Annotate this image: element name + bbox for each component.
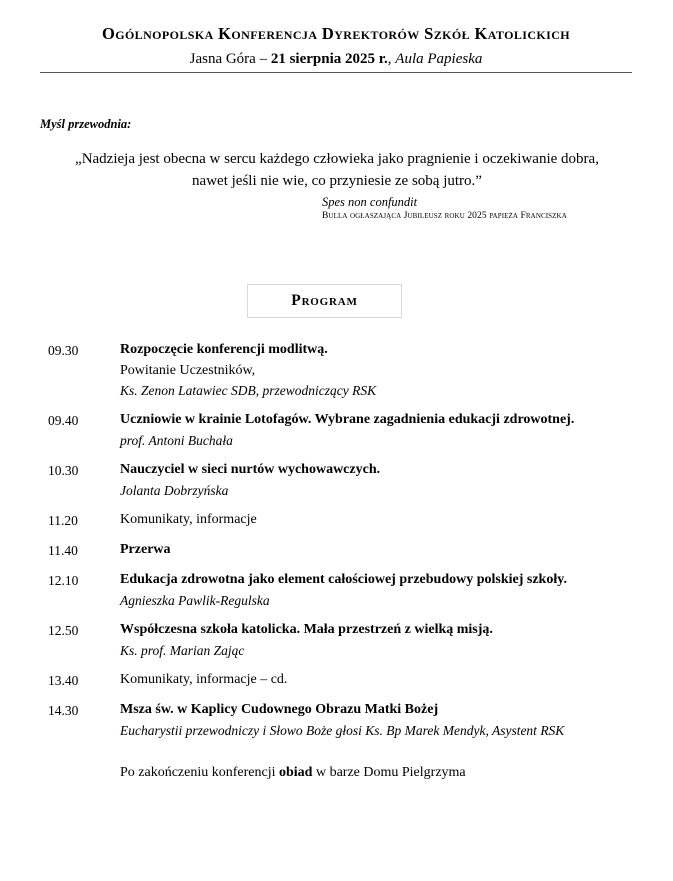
- program-entry-title: Komunikaty, informacje – cd.: [120, 671, 288, 687]
- program-entry-time: 14.30: [48, 702, 79, 718]
- program-entry: [48, 570, 632, 611]
- closing-text-post: w barze Domu Pielgrzyma: [312, 764, 466, 780]
- program-entry-time: 11.20: [48, 512, 78, 528]
- subtitle-date: 21 sierpnia 2025 r.: [270, 50, 388, 67]
- closing-text-pre: Po zakończeniu konferencji: [120, 764, 279, 780]
- motto-label: Myśl przewodnia:: [40, 117, 132, 131]
- program-entry-speaker: Agnieszka Pawlik-Regulska: [120, 593, 270, 608]
- program-closing-note: [48, 763, 632, 784]
- program-entry: [48, 510, 632, 531]
- closing-text-highlight: obiad: [279, 764, 313, 780]
- program-entry-body: [120, 670, 632, 691]
- motto-attribution: [322, 194, 632, 223]
- program-closing-text: [120, 763, 466, 784]
- conference-subtitle: [40, 49, 632, 69]
- program-entry-body: [120, 570, 632, 611]
- program-entry-time: 12.10: [48, 573, 79, 589]
- program-entry-title: Rozpoczęcie konferencji modlitwą.: [120, 342, 328, 357]
- program-entry-title: Nauczyciel w sieci nurtów wychowawczych.: [120, 462, 381, 478]
- program-schedule: [48, 340, 632, 783]
- program-entry-body: [120, 620, 632, 661]
- motto-source-reference: Bulla ogłaszająca Jubileusz roku 2025 papieża Franciszka: [322, 211, 567, 222]
- program-entry-title: Przerwa: [120, 542, 171, 558]
- subtitle-separator: ,: [387, 50, 396, 67]
- program-entry-speaker: Ks. Zenon Latawiec SDB, przewodniczący RSK: [120, 383, 377, 399]
- program-entry-speaker: Eucharystii przewodniczy i Słowo Boże głosi Ks. Bp Marek Mendyk, Asystent RSK: [120, 722, 565, 738]
- document-header: [40, 24, 632, 69]
- program-entry-body: [120, 460, 632, 501]
- program-entry-title: Edukacja zdrowotna jako element całościowej przebudowy polskiej szkoły.: [120, 572, 567, 588]
- program-entry-title: Komunikaty, informacje: [120, 511, 257, 527]
- program-entry-body: [120, 340, 632, 401]
- program-entry: [48, 340, 632, 401]
- conference-title: Ogólnopolska Konferencja Dyrektorów Szkół Katolickich: [101, 24, 571, 43]
- program-heading-label: Program: [291, 292, 358, 309]
- program-entry-body: [120, 410, 632, 451]
- program-entry: [48, 700, 632, 741]
- program-entry-time: 09.30: [48, 343, 79, 358]
- program-heading-box: [247, 284, 402, 318]
- program-entry-time: 09.40: [48, 413, 79, 429]
- motto-latin-phrase: Spes non confundit: [322, 195, 418, 209]
- program-entry: [48, 410, 632, 451]
- program-closing-body: [120, 763, 466, 784]
- program-entry: [48, 540, 632, 561]
- program-entry-speaker: Jolanta Dobrzyńska: [120, 482, 229, 498]
- subtitle-venue: Aula Papieska: [395, 50, 483, 67]
- program-entry-time: 10.30: [48, 463, 79, 479]
- program-entry-speaker: Ks. prof. Marian Zając: [120, 642, 245, 658]
- program-entry-title: Współczesna szkoła katolicka. Mała przestrzeń z wielką misją.: [120, 621, 493, 637]
- program-entry-time: 11.40: [48, 543, 78, 559]
- program-entry-time: 13.40: [48, 672, 79, 688]
- program-entry-body: [120, 700, 632, 741]
- program-entry-body: [120, 540, 632, 561]
- program-entry-title: Uczniowie w krainie Lotofagów. Wybrane zagadnienia edukacji zdrowotnej.: [120, 412, 575, 428]
- program-entry: [48, 670, 632, 691]
- subtitle-place: Jasna Góra –: [189, 50, 271, 67]
- header-divider: [40, 72, 632, 73]
- program-entry-body: [120, 510, 632, 531]
- program-entry-speaker: prof. Antoni Buchała: [120, 433, 233, 449]
- program-entry-title: Msza św. w Kaplicy Cudownego Obrazu Matki Bożej: [120, 701, 439, 717]
- program-entry: [48, 460, 632, 501]
- program-entry-subtitle: Powitanie Uczestników,: [120, 362, 256, 378]
- program-entry: [48, 620, 632, 661]
- motto-quote: „Nadzieja jest obecna w sercu każdego człowieka jako pragnienie i oczekiwanie dobra, nawet jeśli nie wie, co przyniesie ze sobą jutro.”: [75, 151, 599, 189]
- program-entry-time: 12.50: [48, 622, 79, 638]
